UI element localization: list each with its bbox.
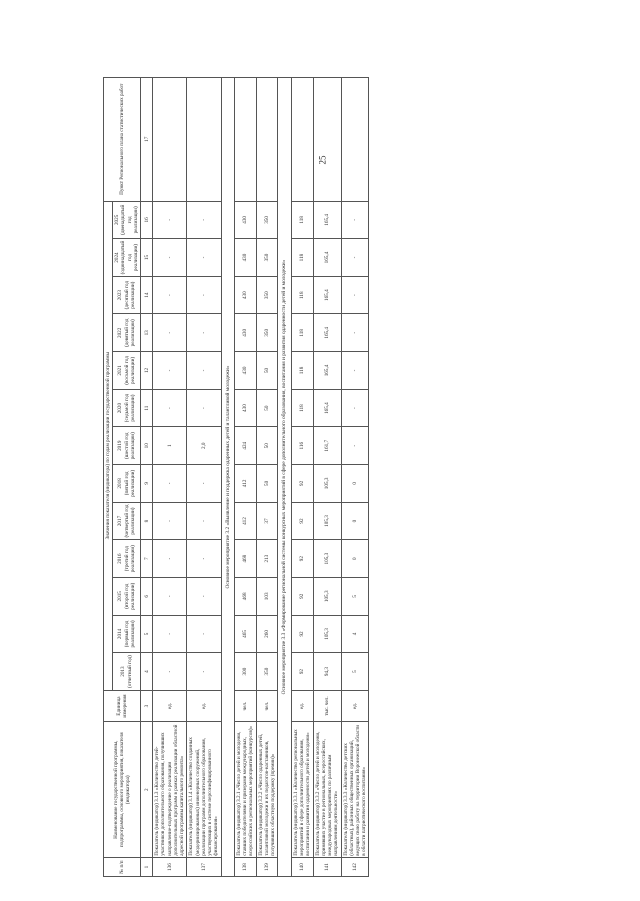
column-index: 3: [141, 690, 153, 721]
value-cell: 2,0: [187, 427, 221, 465]
header-year-number: 2023: [117, 289, 124, 301]
value-cell: 430: [235, 239, 257, 277]
value-cell: 350: [256, 201, 278, 239]
value-cell: 468: [235, 577, 257, 615]
value-cell: -: [187, 352, 221, 390]
value-cell: 118: [291, 201, 313, 239]
header-year-number: 2024: [114, 252, 121, 263]
header-year-label: (восьмой год реализации): [123, 356, 136, 385]
header-year-2022: [113, 314, 141, 352]
value-cell: -: [341, 276, 369, 314]
value-cell: 118: [291, 276, 313, 314]
unit-cell: ед.: [187, 690, 221, 721]
header-year-number: 2016: [117, 553, 124, 564]
value-cell: 468: [235, 540, 257, 578]
unit-cell: тыс. чел.: [313, 690, 341, 721]
column-index: 13: [141, 314, 153, 352]
value-cell: -: [187, 314, 221, 352]
value-cell: 50: [256, 427, 278, 465]
value-cell: -: [153, 239, 187, 277]
value-cell: -: [153, 314, 187, 352]
value-cell: 92: [291, 653, 313, 691]
column-index: 4: [141, 653, 153, 691]
table-row: [153, 78, 187, 877]
header-year-number: 2013: [120, 666, 127, 677]
header-name: Наименование государственной программы, подпрограммы, основного мероприятия, показателя (индикатора): [104, 722, 141, 858]
row-number: 140: [291, 858, 313, 877]
value-cell: 50: [256, 352, 278, 390]
value-cell: -: [341, 427, 369, 465]
indicator-name: Показатель (индикатор) 3.3.2 «Число детей и молодежи, принявших участие в региональных, всероссийских, международных мероприятиях по различным направлениям деятельности»: [313, 722, 341, 858]
value-cell: 105,3: [313, 615, 341, 653]
header-year-label: (пятый год реализации): [123, 469, 136, 497]
value-cell: 430: [235, 314, 257, 352]
header-year-label: (шестой год реализации): [123, 432, 136, 460]
column-index: 7: [141, 540, 153, 578]
value-cell: 118: [291, 352, 313, 390]
rotated-table-container: [103, 77, 633, 877]
value-cell: -: [187, 502, 221, 540]
value-cell: 118: [291, 314, 313, 352]
indicator-name: Показатель (индикатор) 3.3.3 «Количество детских (областных), районных общественных организаций, ведущих свою работу на территории Воронежской области в области патриотического воспитания»: [341, 722, 369, 858]
table-row: [341, 78, 369, 877]
value-cell: -: [187, 540, 221, 578]
value-cell: 350: [256, 653, 278, 691]
header-year-label: (отчетный год): [126, 655, 133, 688]
value-cell: 0: [341, 465, 369, 503]
value-cell: 350: [256, 239, 278, 277]
value-cell: 50: [256, 465, 278, 503]
value-cell: -: [341, 201, 369, 239]
value-cell: 94,3: [313, 653, 341, 691]
value-cell: 350: [256, 276, 278, 314]
value-cell: 92: [291, 615, 313, 653]
header-year-number: 2021: [117, 365, 124, 376]
header-year-number: 2020: [117, 402, 124, 414]
header-year-2023: [113, 276, 141, 314]
header-year-2025: [113, 201, 141, 239]
indicator-name: Показатель (индикатор) 3.2.1 «Число детей и молодежи, ставших победителями и призерами международных, всероссийских и региональных мероприятий (конкурсов)»: [235, 722, 257, 858]
indicator-name: Показатель (индикатор) 3.3.1 «Количество региональных мероприятий в сфере дополнительного образования, воспитания и развития одаренности детей и молодежи»: [291, 722, 313, 858]
column-index: 8: [141, 502, 153, 540]
value-cell: 213: [256, 540, 278, 578]
column-index: 5: [141, 615, 153, 653]
section-row: [221, 78, 234, 877]
row-number: 137: [187, 858, 221, 877]
row-number: 139: [256, 858, 278, 877]
value-cell: -: [153, 577, 187, 615]
value-cell: 165,4: [313, 314, 341, 352]
value-cell: 5: [341, 653, 369, 691]
unit-cell: ед.: [341, 690, 369, 721]
row-number: 136: [153, 858, 187, 877]
value-cell: 92: [291, 577, 313, 615]
value-cell: -: [341, 352, 369, 390]
value-cell: -: [153, 352, 187, 390]
value-cell: 5: [341, 577, 369, 615]
column-index: 9: [141, 465, 153, 503]
plan-cell: [235, 78, 257, 202]
header-years-group: Значения показателя (индикатора) по годам реализации государственной программы: [104, 201, 113, 690]
value-cell: 118: [291, 389, 313, 427]
value-cell: 116: [291, 427, 313, 465]
plan-cell: [153, 78, 187, 202]
column-index: 2: [141, 722, 153, 858]
row-number: 141: [313, 858, 341, 877]
value-cell: 105,3: [313, 465, 341, 503]
header-year-number: 2018: [117, 478, 124, 489]
unit-cell: чел.: [235, 690, 257, 721]
table-row: [187, 78, 221, 877]
header-year-label: (третий год реализации): [123, 545, 136, 573]
value-cell: 165,4: [313, 239, 341, 277]
page-number: 25: [317, 155, 328, 165]
header-year-label: (второй год реализации): [123, 582, 136, 610]
value-cell: 4: [341, 615, 369, 653]
header-year-2021: [113, 352, 141, 390]
header-year-label: (девятый год реализации): [123, 318, 136, 347]
value-cell: 260: [256, 615, 278, 653]
value-cell: -: [153, 615, 187, 653]
header-year-label: (первый год реализации): [123, 620, 136, 648]
value-cell: -: [187, 276, 221, 314]
value-cell: 103: [256, 577, 278, 615]
value-cell: -: [341, 239, 369, 277]
table-row: [313, 78, 341, 877]
value-cell: -: [153, 201, 187, 239]
header-year-number: 2025: [114, 214, 121, 226]
value-cell: 300: [235, 653, 257, 691]
value-cell: 424: [235, 427, 257, 465]
value-cell: 92: [291, 465, 313, 503]
value-cell: -: [187, 239, 221, 277]
value-cell: -: [341, 314, 369, 352]
header-num: № п/п: [104, 858, 141, 877]
value-cell: -: [153, 502, 187, 540]
value-cell: 350: [256, 314, 278, 352]
section-title: Основное мероприятие 3.2 «Выявление и поддержка одаренных детей и талантливой молодежи»: [221, 78, 234, 877]
header-year-2019: [113, 427, 141, 465]
value-cell: 1: [153, 427, 187, 465]
header-year-2020: [113, 389, 141, 427]
header-year-number: 2017: [117, 515, 124, 527]
unit-cell: ед.: [153, 690, 187, 721]
column-index: 1: [141, 858, 153, 877]
column-index: 11: [141, 389, 153, 427]
value-cell: -: [187, 615, 221, 653]
header-year-label: (десятый год реализации): [123, 280, 136, 310]
plan-cell: [256, 78, 278, 202]
value-cell: 105,3: [313, 502, 341, 540]
table-row: [291, 78, 313, 877]
plan-cell: [313, 78, 341, 202]
value-cell: 430: [235, 352, 257, 390]
value-cell: -: [153, 653, 187, 691]
header-year-label: (четвертый год реализации): [123, 504, 136, 538]
plan-cell: [291, 78, 313, 202]
unit-cell: чел.: [256, 690, 278, 721]
header-year-2018: [113, 465, 141, 503]
table-row: [256, 78, 278, 877]
header-year-label: (двенадцатый год реализации): [120, 204, 139, 235]
header-year-number: 2014: [117, 628, 124, 640]
column-index: 17: [141, 78, 153, 202]
value-cell: -: [187, 577, 221, 615]
indicator-name: Показатель (индикатор) 3.1.4 «Количество созданных (модернизированных) инженерных сооружений, реализации программ дополнительного образования, участвующих в системе персонифицированного финансирования»: [187, 722, 221, 858]
table-row: [235, 78, 257, 877]
value-cell: 37: [256, 502, 278, 540]
section-row: [278, 78, 291, 877]
column-index: 12: [141, 352, 153, 390]
value-cell: -: [341, 389, 369, 427]
value-cell: 118: [291, 239, 313, 277]
value-cell: -: [187, 201, 221, 239]
value-cell: -: [187, 653, 221, 691]
value-cell: -: [187, 465, 221, 503]
header-plan: Пункт Регионального плана статистических работ: [104, 78, 141, 202]
value-cell: 165,4: [313, 276, 341, 314]
value-cell: 105,3: [313, 540, 341, 578]
value-cell: 50: [256, 389, 278, 427]
value-cell: -: [187, 389, 221, 427]
header-year-number: 2022: [117, 327, 124, 338]
value-cell: -: [153, 389, 187, 427]
row-number: 142: [341, 858, 369, 877]
value-cell: 0: [341, 502, 369, 540]
value-cell: 412: [235, 502, 257, 540]
header-year-label: (седьмой год реализации): [123, 393, 136, 423]
column-index: 16: [141, 201, 153, 239]
unit-cell: ед.: [291, 690, 313, 721]
plan-cell: [341, 78, 369, 202]
header-year-2013: [113, 653, 141, 691]
value-cell: 0: [341, 540, 369, 578]
column-index: 6: [141, 577, 153, 615]
header-year-number: 2019: [117, 440, 124, 451]
header-year-2024: [113, 239, 141, 277]
header-year-2014: [113, 615, 141, 653]
value-cell: -: [153, 276, 187, 314]
indicator-name: Показатель (индикатор) 3.1.3 «Количество детей-участников дополнительного образования, получивших направление-подтверждение о реализации дополнительных программ в рамках реализации областной адресной программы капитального ремонта»: [153, 722, 187, 858]
value-cell: 412: [235, 465, 257, 503]
value-cell: 165,4: [313, 201, 341, 239]
column-index: 14: [141, 276, 153, 314]
value-cell: 430: [235, 276, 257, 314]
indicator-name: Показатель (индикатор) 3.2.2 «Число одаренных детей, талантливой молодежи и их педагогов-наставников, получивших областную поддержку (премии)»: [256, 722, 278, 858]
column-index: 10: [141, 427, 153, 465]
column-index: 15: [141, 239, 153, 277]
value-cell: 161,7: [313, 427, 341, 465]
value-cell: 92: [291, 502, 313, 540]
value-cell: -: [153, 540, 187, 578]
value-cell: 430: [235, 389, 257, 427]
row-number: 138: [235, 858, 257, 877]
header-year-2016: [113, 540, 141, 578]
plan-cell: [187, 78, 221, 202]
header-unit: Единица измерения: [104, 690, 141, 721]
value-cell: 92: [291, 540, 313, 578]
indicators-table: [103, 77, 369, 877]
value-cell: 465: [235, 615, 257, 653]
header-year-label: (одиннадцатый год реализации): [120, 240, 139, 275]
value-cell: 430: [235, 201, 257, 239]
header-year-number: 2015: [117, 591, 124, 602]
value-cell: 165,4: [313, 352, 341, 390]
header-year-2017: [113, 502, 141, 540]
value-cell: 165,4: [313, 389, 341, 427]
value-cell: -: [153, 465, 187, 503]
section-title: Основное мероприятие 3.3 «Формирование региональной системы конкурсных мероприятий в сфере дополнительного образования, воспитания и развития одаренности детей и молодежи»: [278, 78, 291, 877]
header-year-2015: [113, 577, 141, 615]
value-cell: 105,3: [313, 577, 341, 615]
